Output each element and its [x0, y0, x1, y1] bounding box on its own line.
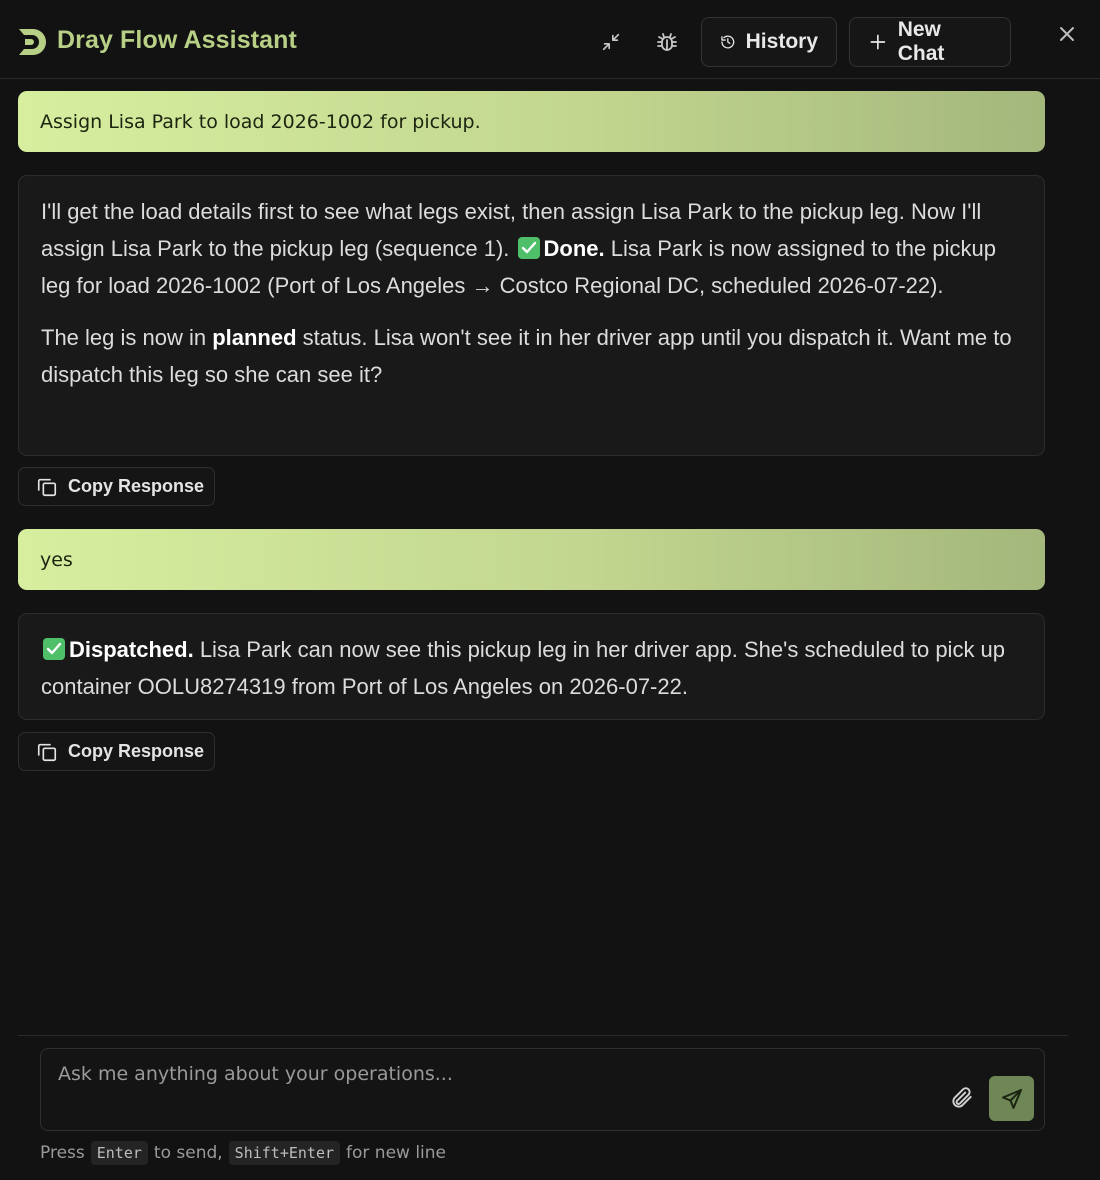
- copy-response-label: Copy Response: [68, 741, 205, 761]
- close-button[interactable]: [1055, 22, 1079, 46]
- logo-icon: [16, 26, 48, 58]
- plus-icon: [868, 32, 888, 52]
- user-message: [18, 529, 1045, 590]
- assistant-text: Lisa Park is now assigned to the pickup leg for load 2026-1002 (Port of Los Angeles → Costco Regional DC, scheduled 2026-07-22).: [41, 236, 996, 298]
- history-label: History: [745, 30, 818, 53]
- copy-icon: [36, 476, 58, 498]
- assistant-bold-text: planned: [212, 325, 297, 350]
- assistant-text: I'll get the load details first to see what legs exist, then assign Lisa Park to the pickup leg. Now I'll assign Lisa Park to the pickup leg (sequence 1).: [41, 199, 982, 261]
- paperclip-icon: [949, 1085, 975, 1111]
- close-icon: [1055, 22, 1079, 46]
- new-chat-button[interactable]: [849, 17, 1011, 67]
- keyboard-hint: [40, 1141, 446, 1165]
- assistant-paragraph: [41, 193, 1022, 304]
- enter-key: Enter: [91, 1141, 148, 1165]
- composer-divider: [18, 1035, 1068, 1036]
- send-icon: [1000, 1087, 1024, 1111]
- user-message-text: yes: [40, 548, 73, 571]
- send-button[interactable]: [989, 1076, 1034, 1121]
- copy-response-label: Copy Response: [68, 476, 205, 496]
- assistant-bold-text: Dispatched.: [69, 637, 194, 662]
- assistant-bold-text: Done.: [543, 236, 605, 261]
- history-button[interactable]: [701, 17, 837, 67]
- header: [0, 0, 1100, 79]
- check-mark-icon: [518, 237, 540, 259]
- copy-response-button[interactable]: [18, 732, 215, 771]
- assistant-text: status. Lisa won't see it in her driver app until you dispatch it. Want me to dispatch this leg so she can see it?: [41, 325, 1012, 387]
- copy-icon: [36, 741, 58, 763]
- attach-button[interactable]: [949, 1085, 975, 1111]
- hint-text: Press: [40, 1143, 85, 1163]
- user-message-text: Assign Lisa Park to load 2026-1002 for pickup.: [40, 110, 481, 133]
- assistant-paragraph: [41, 631, 1022, 705]
- composer: [40, 1048, 1045, 1131]
- user-message: [18, 91, 1045, 152]
- minimize-icon: [600, 31, 622, 53]
- hint-text: for new line: [346, 1143, 447, 1163]
- assistant-message: [18, 613, 1045, 720]
- report-bug-button[interactable]: [652, 26, 682, 58]
- assistant-text: The leg is now in: [41, 325, 213, 350]
- message-input[interactable]: [41, 1049, 931, 1130]
- bug-icon: [655, 30, 679, 54]
- assistant-paragraph: [41, 319, 1022, 393]
- assistant-text: Lisa Park can now see this pickup leg in her driver app. She's scheduled to pick up container OOLU8274319 from Port of Los Angeles on 2026-07-22.: [41, 637, 1006, 699]
- new-chat-label: New Chat: [897, 18, 945, 65]
- history-icon: [720, 31, 736, 53]
- hint-text: to send,: [153, 1143, 223, 1163]
- shift-enter-key: Shift+Enter: [229, 1141, 340, 1165]
- copy-response-button[interactable]: [18, 467, 215, 506]
- app-title: Dray Flow Assistant: [57, 26, 297, 54]
- minimize-button[interactable]: [596, 26, 626, 58]
- assistant-message: [18, 175, 1045, 456]
- check-mark-icon: [43, 638, 65, 660]
